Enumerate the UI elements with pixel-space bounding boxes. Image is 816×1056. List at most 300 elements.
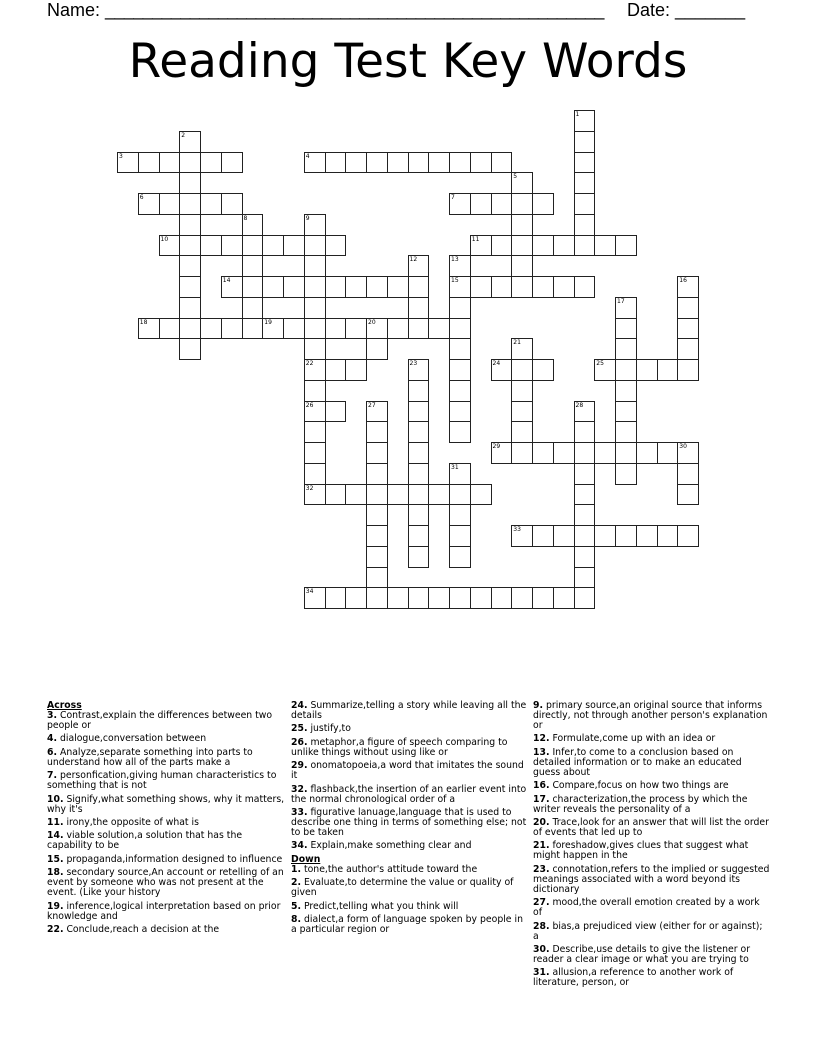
grid-cell[interactable] bbox=[283, 318, 305, 340]
grid-cell[interactable] bbox=[491, 235, 513, 257]
grid-cell[interactable] bbox=[179, 131, 201, 153]
grid-cell[interactable] bbox=[511, 235, 533, 257]
clue-number: 8 bbox=[243, 214, 248, 222]
grid-cell[interactable] bbox=[304, 359, 326, 381]
grid-cell[interactable] bbox=[470, 276, 492, 298]
grid-cell[interactable] bbox=[449, 546, 471, 568]
clue-item-number: 21. bbox=[533, 840, 550, 852]
grid-cell[interactable] bbox=[553, 276, 575, 298]
grid-cell[interactable] bbox=[117, 152, 139, 174]
grid-cell[interactable] bbox=[387, 276, 409, 298]
grid-cell[interactable] bbox=[200, 318, 222, 340]
grid-cell[interactable] bbox=[179, 152, 201, 174]
grid-cell[interactable] bbox=[574, 193, 596, 215]
clue-number: 33 bbox=[513, 526, 521, 533]
grid-cell[interactable] bbox=[179, 214, 201, 236]
grid-cell[interactable] bbox=[574, 172, 596, 194]
grid-cell[interactable] bbox=[408, 587, 430, 609]
grid-cell[interactable] bbox=[511, 338, 533, 360]
grid-cell[interactable] bbox=[242, 318, 264, 340]
clue-item-number: 33. bbox=[291, 806, 308, 818]
clue-item: 18. secondary source,An account or retelling of an event by someone who was not present at the event. (Like your history bbox=[47, 867, 284, 899]
grid-cell[interactable] bbox=[574, 587, 596, 609]
name-line: _____________________________________________________ bbox=[105, 0, 604, 20]
grid-cell[interactable] bbox=[449, 484, 471, 506]
grid-cell[interactable] bbox=[408, 152, 430, 174]
grid-cell[interactable] bbox=[366, 276, 388, 298]
clues-column-1 bbox=[47, 701, 285, 938]
grid-cell[interactable] bbox=[325, 401, 347, 423]
grid-cell[interactable] bbox=[304, 401, 326, 423]
grid-cell[interactable] bbox=[304, 152, 326, 174]
grid-cell[interactable] bbox=[345, 587, 367, 609]
grid-cell[interactable] bbox=[615, 235, 637, 257]
clue-item-number: 22. bbox=[47, 923, 64, 935]
grid-cell[interactable] bbox=[159, 193, 181, 215]
clue-number: 12 bbox=[409, 256, 418, 264]
grid-cell[interactable] bbox=[449, 193, 471, 215]
grid-cell[interactable] bbox=[574, 276, 596, 298]
grid-cell[interactable] bbox=[449, 421, 471, 443]
grid-cell[interactable] bbox=[408, 359, 430, 381]
grid-cell[interactable] bbox=[449, 359, 471, 381]
grid-cell[interactable] bbox=[491, 359, 513, 381]
grid-cell[interactable] bbox=[511, 587, 533, 609]
grid-cell[interactable] bbox=[242, 214, 264, 236]
grid-cell[interactable] bbox=[387, 484, 409, 506]
grid-cell[interactable] bbox=[200, 193, 222, 215]
grid-cell[interactable] bbox=[491, 152, 513, 174]
grid-cell[interactable] bbox=[574, 442, 596, 464]
clue-number: 26 bbox=[305, 401, 314, 409]
clue-number: 21 bbox=[513, 339, 521, 347]
grid-cell[interactable] bbox=[387, 318, 409, 340]
grid-cell[interactable] bbox=[677, 484, 699, 506]
clue-item: 27. mood,the overall emotion created by a work of bbox=[533, 897, 760, 919]
grid-cell[interactable] bbox=[345, 359, 367, 381]
grid-cell[interactable] bbox=[159, 318, 181, 340]
clue-item-number: 3. bbox=[47, 710, 58, 721]
grid-cell[interactable] bbox=[553, 587, 575, 609]
grid-cell[interactable] bbox=[677, 318, 699, 340]
clue-item-number: 9. bbox=[533, 700, 544, 711]
grid-cell[interactable] bbox=[408, 255, 430, 277]
clue-item: 10. Signify,what something shows, why it matters, why it's bbox=[47, 793, 285, 815]
grid-cell[interactable] bbox=[345, 484, 367, 506]
grid-cell[interactable] bbox=[283, 235, 305, 257]
grid-cell[interactable] bbox=[325, 235, 347, 257]
clue-number: 10 bbox=[160, 235, 169, 243]
grid-cell[interactable] bbox=[449, 255, 471, 277]
grid-cell[interactable] bbox=[304, 235, 326, 257]
grid-cell[interactable] bbox=[470, 193, 492, 215]
clue-item: 34. Explain,make something clear and bbox=[291, 840, 472, 852]
section-heading: Down bbox=[291, 853, 321, 865]
clue-number: 18 bbox=[139, 318, 148, 326]
grid-cell[interactable] bbox=[262, 318, 284, 340]
clue-item-number: 31. bbox=[533, 967, 550, 979]
grid-cell[interactable] bbox=[511, 525, 533, 547]
grid-cell[interactable] bbox=[325, 359, 347, 381]
grid-cell[interactable] bbox=[449, 276, 471, 298]
grid-cell[interactable] bbox=[283, 276, 305, 298]
grid-cell[interactable] bbox=[408, 401, 430, 423]
grid-cell[interactable] bbox=[242, 297, 264, 319]
clue-item: 29. onomatopoeia,a word that imitates the sound it bbox=[291, 760, 524, 782]
clue-number: 15 bbox=[451, 277, 459, 284]
grid-cell[interactable] bbox=[304, 276, 326, 298]
grid-cell[interactable] bbox=[511, 359, 533, 381]
grid-cell[interactable] bbox=[677, 525, 699, 547]
clue-number: 24 bbox=[492, 360, 501, 367]
clues-column-2 bbox=[291, 701, 529, 938]
grid-cell[interactable] bbox=[553, 525, 575, 547]
grid-cell[interactable] bbox=[262, 276, 284, 298]
clue-item-number: 25. bbox=[291, 723, 308, 735]
grid-cell[interactable] bbox=[449, 380, 471, 402]
grid-cell[interactable] bbox=[366, 442, 388, 464]
clue-item: 4. dialogue,conversation between bbox=[47, 733, 207, 745]
grid-cell[interactable] bbox=[574, 525, 596, 547]
clue-item: 31. allusion,a reference to another work of literature, person, or bbox=[533, 967, 734, 989]
grid-cell[interactable] bbox=[615, 338, 637, 360]
grid-cell[interactable] bbox=[615, 318, 637, 340]
grid-cell[interactable] bbox=[511, 172, 533, 194]
grid-cell[interactable] bbox=[532, 359, 554, 381]
grid-cell[interactable] bbox=[304, 318, 326, 340]
grid-cell[interactable] bbox=[594, 235, 616, 257]
date-label: Date: bbox=[627, 0, 671, 20]
clue-item-number: 27. bbox=[533, 897, 550, 909]
clue-number: 5 bbox=[513, 173, 518, 181]
grid-cell[interactable] bbox=[428, 318, 450, 340]
grid-cell[interactable] bbox=[304, 214, 326, 236]
grid-cell[interactable] bbox=[366, 421, 388, 443]
clue-item: 1. tone,the author's attitude toward the bbox=[291, 863, 478, 875]
grid-cell[interactable] bbox=[511, 442, 533, 464]
grid-cell[interactable] bbox=[366, 338, 388, 360]
grid-cell[interactable] bbox=[366, 525, 388, 547]
grid-cell[interactable] bbox=[408, 504, 430, 526]
grid-cell[interactable] bbox=[491, 587, 513, 609]
grid-cell[interactable] bbox=[677, 338, 699, 360]
grid-cell[interactable] bbox=[615, 421, 637, 443]
grid-cell[interactable] bbox=[387, 587, 409, 609]
clue-item-number: 26. bbox=[291, 736, 308, 748]
clue-item: 17. characterization,the process by which the writer reveals the personality of a bbox=[533, 793, 748, 815]
grid-cell[interactable] bbox=[615, 297, 637, 319]
grid-cell[interactable] bbox=[615, 525, 637, 547]
grid-cell[interactable] bbox=[574, 546, 596, 568]
grid-cell[interactable] bbox=[615, 442, 637, 464]
grid-cell[interactable] bbox=[221, 152, 243, 174]
clue-number: 27 bbox=[368, 401, 376, 409]
grid-cell[interactable] bbox=[491, 193, 513, 215]
grid-cell[interactable] bbox=[574, 110, 596, 132]
clue-item: 22. Conclude,reach a decision at the bbox=[47, 923, 220, 935]
grid-cell[interactable] bbox=[511, 193, 533, 215]
grid-cell[interactable] bbox=[470, 152, 492, 174]
grid-cell[interactable] bbox=[366, 504, 388, 526]
grid-cell[interactable] bbox=[574, 421, 596, 443]
grid-cell[interactable] bbox=[179, 297, 201, 319]
grid-cell[interactable] bbox=[408, 442, 430, 464]
grid-cell[interactable] bbox=[574, 504, 596, 526]
grid-cell[interactable] bbox=[532, 235, 554, 257]
grid-cell[interactable] bbox=[449, 318, 471, 340]
clue-item: 26. metaphor,a figure of speech comparing to unlike things without using like or bbox=[291, 736, 508, 758]
clue-item: 21. foreshadow,gives clues that suggest what might happen in the bbox=[533, 840, 749, 862]
clue-item: 3. Contrast,explain the differences between two people or bbox=[47, 710, 273, 731]
grid-cell[interactable] bbox=[511, 401, 533, 423]
grid-cell[interactable] bbox=[304, 297, 326, 319]
grid-cell[interactable] bbox=[179, 235, 201, 257]
clue-item-number: 20. bbox=[533, 816, 550, 828]
clue-item: 19. inference,logical interpretation based on prior knowledge and bbox=[47, 900, 281, 922]
clue-number: 23 bbox=[409, 360, 418, 367]
clue-item-number: 17. bbox=[533, 793, 550, 805]
grid-cell[interactable] bbox=[262, 235, 284, 257]
grid-cell[interactable] bbox=[408, 318, 430, 340]
clue-number: 32 bbox=[305, 484, 314, 492]
grid-cell[interactable] bbox=[615, 359, 637, 381]
grid-cell[interactable] bbox=[677, 463, 699, 485]
grid-cell[interactable] bbox=[636, 442, 658, 464]
grid-cell[interactable] bbox=[532, 442, 554, 464]
grid-cell[interactable] bbox=[470, 587, 492, 609]
grid-cell[interactable] bbox=[366, 484, 388, 506]
grid-cell[interactable] bbox=[511, 255, 533, 277]
grid-cell[interactable] bbox=[179, 193, 201, 215]
grid-cell[interactable] bbox=[657, 442, 679, 464]
clue-item: 33. figurative lanuage,language that is used to describe one thing in terms of something else; not to be taken bbox=[291, 806, 527, 838]
grid-cell[interactable] bbox=[345, 276, 367, 298]
clue-item-number: 34. bbox=[291, 840, 308, 852]
clue-item: 20. Trace,look for an answer that will list the order of events that led up to bbox=[533, 816, 769, 838]
grid-cell[interactable] bbox=[366, 567, 388, 589]
grid-cell[interactable] bbox=[449, 338, 471, 360]
clue-item: 9. primary source,an original source that informs directly, not through another person's explanation or bbox=[533, 700, 768, 731]
grid-cell[interactable] bbox=[491, 276, 513, 298]
grid-cell[interactable] bbox=[304, 484, 326, 506]
grid-cell[interactable] bbox=[345, 318, 367, 340]
grid-cell[interactable] bbox=[366, 463, 388, 485]
clue-item: 24. Summarize,telling a story while leaving all the details bbox=[291, 700, 527, 721]
grid-cell[interactable] bbox=[159, 152, 181, 174]
grid-cell[interactable] bbox=[366, 587, 388, 609]
grid-cell[interactable] bbox=[449, 504, 471, 526]
grid-cell[interactable] bbox=[179, 276, 201, 298]
grid-cell[interactable] bbox=[574, 152, 596, 174]
grid-cell[interactable] bbox=[304, 463, 326, 485]
grid-cell[interactable] bbox=[221, 193, 243, 215]
grid-cell[interactable] bbox=[408, 546, 430, 568]
grid-cell[interactable] bbox=[677, 442, 699, 464]
grid-cell[interactable] bbox=[408, 380, 430, 402]
grid-cell[interactable] bbox=[242, 235, 264, 257]
grid-cell[interactable] bbox=[594, 525, 616, 547]
grid-cell[interactable] bbox=[179, 172, 201, 194]
grid-cell[interactable] bbox=[470, 235, 492, 257]
clue-item: 8. dialect,a form of language spoken by people in a particular region or bbox=[291, 913, 523, 935]
name-field[interactable] bbox=[47, 0, 604, 21]
clue-number: 14 bbox=[222, 277, 231, 284]
grid-cell[interactable] bbox=[511, 214, 533, 236]
grid-cell[interactable] bbox=[304, 587, 326, 609]
grid-cell[interactable] bbox=[511, 276, 533, 298]
grid-cell[interactable] bbox=[325, 318, 347, 340]
clue-item: 7. personfication,giving human characteristics to something that is not bbox=[47, 770, 277, 792]
grid-cell[interactable] bbox=[408, 297, 430, 319]
grid-cell[interactable] bbox=[221, 276, 243, 298]
clue-item-number: 1. bbox=[291, 863, 302, 875]
grid-cell[interactable] bbox=[138, 152, 160, 174]
clue-number: 13 bbox=[451, 256, 459, 264]
grid-cell[interactable] bbox=[449, 401, 471, 423]
grid-cell[interactable] bbox=[325, 484, 347, 506]
grid-cell[interactable] bbox=[532, 276, 554, 298]
clue-number: 20 bbox=[368, 318, 376, 326]
grid-cell[interactable] bbox=[408, 463, 430, 485]
grid-cell[interactable] bbox=[615, 401, 637, 423]
grid-cell[interactable] bbox=[428, 484, 450, 506]
clue-item: 12. Formulate,come up with an idea or bbox=[533, 733, 716, 745]
grid-cell[interactable] bbox=[304, 421, 326, 443]
clue-item: 5. Predict,telling what you think will bbox=[291, 900, 459, 912]
grid-cell[interactable] bbox=[387, 152, 409, 174]
grid-cell[interactable] bbox=[574, 484, 596, 506]
clue-item-number: 32. bbox=[291, 783, 308, 795]
clue-item: 28. bias,a prejudiced view (either for or against); a bbox=[533, 920, 763, 942]
grid-cell[interactable] bbox=[574, 131, 596, 153]
grid-cell[interactable] bbox=[657, 525, 679, 547]
clue-number: 9 bbox=[305, 214, 310, 222]
grid-cell[interactable] bbox=[366, 401, 388, 423]
grid-cell[interactable] bbox=[200, 235, 222, 257]
clue-number: 4 bbox=[305, 152, 310, 160]
clue-item-number: 10. bbox=[47, 793, 64, 805]
date-field[interactable] bbox=[627, 0, 745, 21]
grid-cell[interactable] bbox=[304, 255, 326, 277]
grid-cell[interactable] bbox=[200, 152, 222, 174]
clue-item-number: 4. bbox=[47, 733, 58, 745]
clue-item: 2. Evaluate,to determine the value or quality of given bbox=[291, 877, 514, 899]
grid-cell[interactable] bbox=[511, 380, 533, 402]
grid-cell[interactable] bbox=[491, 442, 513, 464]
grid-cell[interactable] bbox=[449, 463, 471, 485]
grid-cell[interactable] bbox=[408, 276, 430, 298]
clue-number: 11 bbox=[471, 235, 480, 243]
grid-cell[interactable] bbox=[594, 442, 616, 464]
grid-cell[interactable] bbox=[325, 152, 347, 174]
grid-cell[interactable] bbox=[179, 255, 201, 277]
grid-cell[interactable] bbox=[636, 359, 658, 381]
grid-cell[interactable] bbox=[677, 359, 699, 381]
grid-cell[interactable] bbox=[657, 359, 679, 381]
grid-cell[interactable] bbox=[553, 235, 575, 257]
grid-cell[interactable] bbox=[179, 318, 201, 340]
grid-cell[interactable] bbox=[366, 318, 388, 340]
grid-cell[interactable] bbox=[408, 484, 430, 506]
grid-cell[interactable] bbox=[574, 463, 596, 485]
grid-cell[interactable] bbox=[428, 152, 450, 174]
clue-item: 23. connotation,refers to the implied or suggested meanings associated with a word beyond its dictionary bbox=[533, 863, 770, 895]
clue-number: 30 bbox=[679, 443, 687, 450]
grid-cell[interactable] bbox=[138, 318, 160, 340]
clue-item-number: 15. bbox=[47, 853, 64, 865]
grid-cell[interactable] bbox=[159, 235, 181, 257]
date-line: _______ bbox=[675, 0, 746, 20]
clue-number: 2 bbox=[181, 131, 186, 139]
grid-cell[interactable] bbox=[677, 276, 699, 298]
clue-number: 34 bbox=[305, 588, 314, 596]
grid-cell[interactable] bbox=[242, 276, 264, 298]
clue-number: 22 bbox=[305, 360, 314, 367]
grid-cell[interactable] bbox=[179, 338, 201, 360]
grid-cell[interactable] bbox=[449, 297, 471, 319]
grid-cell[interactable] bbox=[553, 442, 575, 464]
clue-item-number: 19. bbox=[47, 900, 64, 912]
clue-item: 25. justify,to bbox=[291, 723, 351, 735]
clue-item-number: 5. bbox=[291, 900, 302, 912]
grid-cell[interactable] bbox=[677, 297, 699, 319]
grid-cell[interactable] bbox=[574, 214, 596, 236]
grid-cell[interactable] bbox=[408, 525, 430, 547]
grid-cell[interactable] bbox=[449, 587, 471, 609]
grid-cell[interactable] bbox=[511, 421, 533, 443]
grid-cell[interactable] bbox=[574, 235, 596, 257]
clue-number: 19 bbox=[264, 318, 272, 326]
grid-cell[interactable] bbox=[574, 401, 596, 423]
grid-cell[interactable] bbox=[242, 255, 264, 277]
clues-column-3 bbox=[533, 701, 771, 992]
clue-item-number: 13. bbox=[533, 746, 550, 758]
clue-item-number: 29. bbox=[291, 760, 308, 772]
grid-cell[interactable] bbox=[325, 587, 347, 609]
grid-cell[interactable] bbox=[325, 276, 347, 298]
clue-item-number: 8. bbox=[291, 913, 302, 925]
grid-cell[interactable] bbox=[221, 318, 243, 340]
grid-cell[interactable] bbox=[449, 525, 471, 547]
grid-cell[interactable] bbox=[138, 193, 160, 215]
grid-cell[interactable] bbox=[366, 546, 388, 568]
grid-cell[interactable] bbox=[615, 380, 637, 402]
grid-cell[interactable] bbox=[345, 152, 367, 174]
grid-cell[interactable] bbox=[221, 235, 243, 257]
clue-item: 30. Describe,use details to give the listener or reader a clear image or what you are trying to bbox=[533, 943, 751, 965]
grid-cell[interactable] bbox=[470, 484, 492, 506]
grid-cell[interactable] bbox=[366, 152, 388, 174]
grid-cell[interactable] bbox=[532, 525, 554, 547]
grid-cell[interactable] bbox=[574, 567, 596, 589]
grid-cell[interactable] bbox=[304, 442, 326, 464]
grid-cell[interactable] bbox=[304, 338, 326, 360]
grid-cell[interactable] bbox=[636, 525, 658, 547]
grid-cell[interactable] bbox=[532, 587, 554, 609]
grid-cell[interactable] bbox=[532, 193, 554, 215]
grid-cell[interactable] bbox=[304, 380, 326, 402]
clue-item-number: 7. bbox=[47, 770, 58, 782]
grid-cell[interactable] bbox=[615, 463, 637, 485]
grid-cell[interactable] bbox=[408, 421, 430, 443]
grid-cell[interactable] bbox=[428, 587, 450, 609]
clue-item-number: 11. bbox=[47, 816, 64, 828]
grid-cell[interactable] bbox=[594, 359, 616, 381]
clue-number: 29 bbox=[492, 443, 501, 450]
clue-item-number: 2. bbox=[291, 877, 302, 889]
grid-cell[interactable] bbox=[449, 152, 471, 174]
clue-item: 14. viable solution,a solution that has the capability to be bbox=[47, 830, 243, 852]
